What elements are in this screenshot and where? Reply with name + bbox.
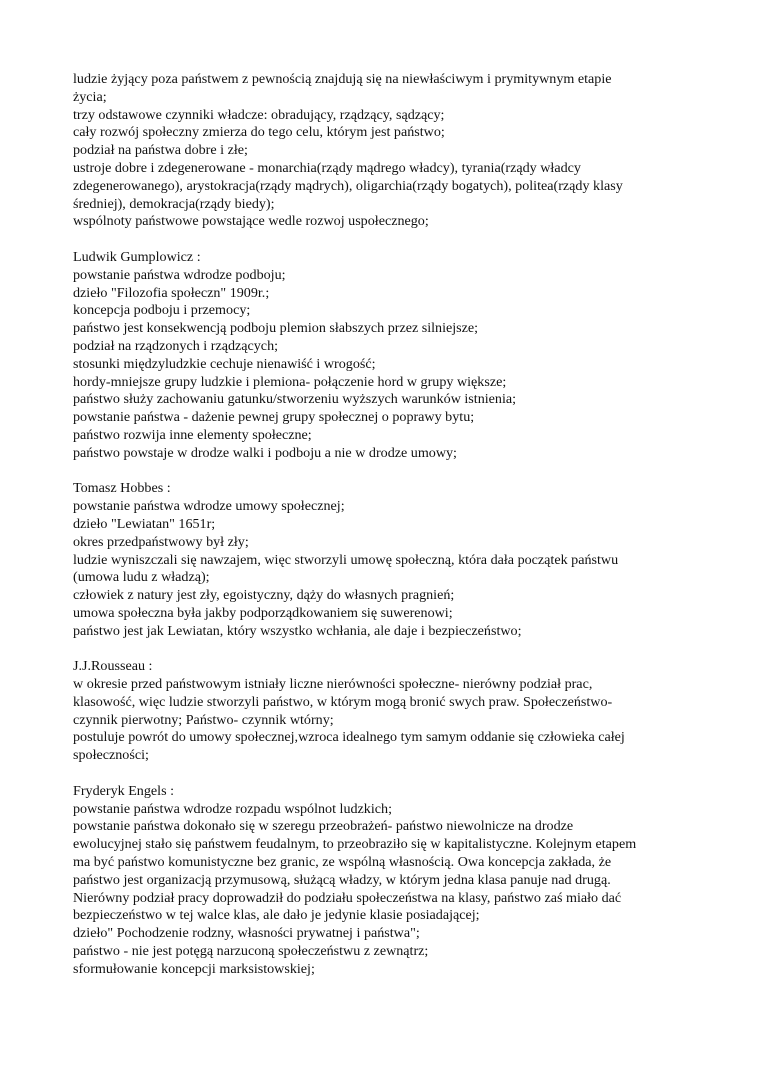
text-line: postuluje powrót do umowy społecznej,wzroca idealnego tym samym oddanie się człowieka całej xyxy=(73,729,625,746)
document-section xyxy=(73,765,685,979)
document-page xyxy=(73,71,685,979)
text-line: czynnik pierwotny; Państwo- czynnik wtórny; xyxy=(73,711,334,728)
text-line: powstanie państwa dokonało się w szeregu przeobrażeń- państwo niewolnicze na drodze xyxy=(73,818,574,835)
text-line: podział na rządzonych i rządzących; xyxy=(73,337,279,354)
text-line: wspólnoty państwowe powstające wedle rozwoj uspołecznego; xyxy=(73,213,429,230)
section-spacer xyxy=(73,231,685,249)
text-line: trzy odstawowe czynniki władcze: obradujący, rządzący, sądzący; xyxy=(73,106,445,123)
text-line: człowiek z natury jest zły, egoistyczny, dąży do własnych pragnień; xyxy=(73,587,455,604)
text-line: sformułowanie koncepcji marksistowskiej; xyxy=(73,960,315,977)
text-line: w okresie przed państwowym istniały liczne nierówności społeczne- nierówny podział prac, xyxy=(73,676,593,693)
text-line: średniej), demokracja(rządy biedy); xyxy=(73,195,275,212)
text-line: cały rozwój społeczny zmierza do tego celu, którym jest państwo; xyxy=(73,124,445,141)
text-line: ludzie wyniszczali się nawzajem, więc stworzyli umowę społeczną, która dała początek państwu xyxy=(73,551,619,568)
text-line: państwo - nie jest potęgą narzuconą społeczeństwu z zewnątrz; xyxy=(73,943,429,960)
section-heading: Tomasz Hobbes : xyxy=(73,480,171,497)
text-line: umowa społeczna była jakby podporządkowaniem się suwerenowi; xyxy=(73,604,453,621)
text-line: ludzie żyjący poza państwem z pewnością znajdują się na niewłaściwym i prymitywnym etapie xyxy=(73,71,612,87)
document-section xyxy=(73,641,685,766)
document-section xyxy=(73,231,685,462)
text-line: państwo jest jak Lewiatan, który wszystko wchłania, ale daje i bezpieczeństwo; xyxy=(73,622,522,639)
text-line: dzieło" Pochodzenie rodzny, własności prywatnej i państwa"; xyxy=(73,925,420,942)
text-line: klasowość, więc ludzie stworzyli państwo, w którym mogą bronić swych praw. Społeczeństwo- xyxy=(73,693,613,710)
text-line: społeczności; xyxy=(73,747,149,764)
text-line: ma być państwo komunistyczne bez granic, ze wspólną własnością. Owa koncepcja zakłada, że xyxy=(73,854,612,871)
text-line: państwo powstaje w drodze walki i podboju a nie w drodze umowy; xyxy=(73,444,457,461)
text-line: koncepcja podboju i przemocy; xyxy=(73,302,251,319)
text-line: dzieło "Filozofia społeczn" 1909r.; xyxy=(73,284,270,301)
text-line: zdegenerowanego), arystokracja(rządy mądrych), oligarchia(rządy bogatych), politea(rządy klasy xyxy=(73,177,623,194)
section-spacer xyxy=(73,463,685,481)
text-line: podział na państwa dobre i złe; xyxy=(73,142,248,159)
section-spacer xyxy=(73,641,685,659)
text-line: państwo jest konsekwencją podboju plemion słabszych przez silniejsze; xyxy=(73,320,479,337)
text-line: (umowa ludu z władzą); xyxy=(73,569,210,586)
text-line: powstanie państwa wdrodze umowy społecznej; xyxy=(73,498,345,515)
text-line: bezpieczeństwo w tej walce klas, ale dało je jedynie klasie posiadającej; xyxy=(73,907,480,924)
text-line: państwo służy zachowaniu gatunku/stworzeniu wyższych warunków istnienia; xyxy=(73,391,517,408)
text-line: stosunki międzyludzkie cechuje nienawiść i wrogość; xyxy=(73,355,376,372)
text-line: Nierówny podział pracy doprowadził do podziału społeczeństwa na klasy, państwo zaś miało dać xyxy=(73,889,622,906)
section-spacer xyxy=(73,765,685,783)
text-line: państwo rozwija inne elementy społeczne; xyxy=(73,426,312,443)
text-line: ewolucyjnej stało się państwem feudalnym, to przeobraziło się w kapitalistyczne. Kolejnym etapem xyxy=(73,836,637,853)
text-line: hordy-mniejsze grupy ludzkie i plemiona- połączenie hord w grupy większe; xyxy=(73,373,507,390)
text-line: powstanie państwa - dażenie pewnej grupy społecznej o poprawy bytu; xyxy=(73,409,475,426)
document-section xyxy=(73,71,685,231)
text-line: życia; xyxy=(73,88,107,105)
text-line: ustroje dobre i zdegenerowane - monarchia(rządy mądrego władcy), tyrania(rządy władcy xyxy=(73,159,581,176)
section-heading: Ludwik Gumplowicz : xyxy=(73,248,201,265)
document-section xyxy=(73,463,685,641)
section-heading: J.J.Rousseau : xyxy=(73,658,153,675)
text-line: powstanie państwa wdrodze rozpadu wspólnot ludzkich; xyxy=(73,800,392,817)
text-line: państwo jest organizacją przymusową, służącą władzy, w którym jedna klasa panuje nad drugą. xyxy=(73,871,611,888)
section-heading: Fryderyk Engels : xyxy=(73,782,174,799)
text-line: dzieło "Lewiatan" 1651r; xyxy=(73,515,216,532)
text-line: powstanie państwa wdrodze podboju; xyxy=(73,266,286,283)
text-line: okres przedpaństwowy był zły; xyxy=(73,533,249,550)
